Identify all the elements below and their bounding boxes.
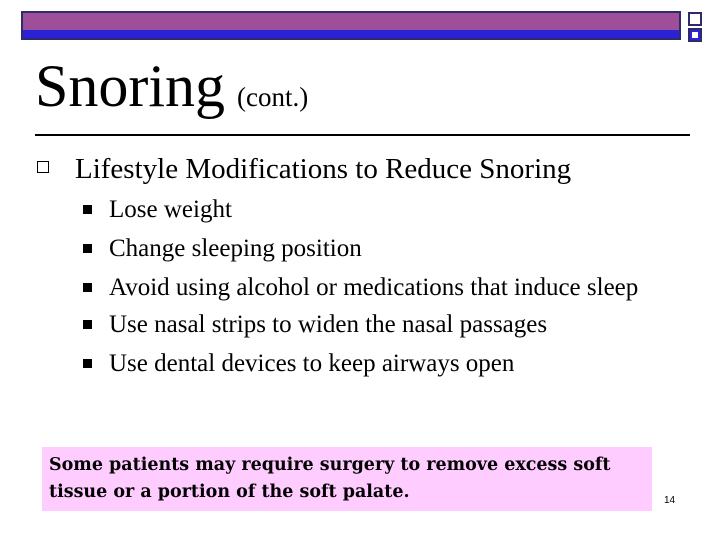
list-item [83, 311, 643, 339]
list-item [83, 235, 643, 263]
list-item-text: Avoid using alcohol or medications that induce sleep [109, 274, 639, 301]
list-item [83, 196, 643, 224]
list-item-text: Lose weight [109, 196, 232, 223]
list-item [83, 350, 643, 378]
list-item-text: Change sleeping position [109, 235, 362, 262]
corner-square-decoration-filled [688, 28, 702, 42]
slide-number: 14 [664, 495, 676, 506]
slide-title [35, 53, 309, 119]
filled-square-bullet-icon [83, 205, 92, 214]
filled-square-bullet-icon [83, 359, 92, 368]
title-divider [35, 134, 690, 136]
header-bar-purple [23, 13, 679, 30]
note-callout: Some patients may require surgery to remove excess soft tissue or a portion of the soft palate. [42, 447, 652, 511]
list-item [83, 274, 643, 302]
filled-square-bullet-icon [83, 283, 92, 292]
corner-square-decoration [688, 12, 702, 26]
title-suffix-text: (cont.) [237, 82, 309, 112]
list-item-text: Use dental devices to keep airways open [109, 350, 515, 377]
main-bullet-text: Lifestyle Modifications to Reduce Snoring [75, 153, 572, 185]
sub-bullet-list [83, 196, 643, 389]
header-bar-blue [23, 30, 679, 38]
hollow-square-bullet-icon [37, 161, 49, 173]
title-main-text: Snoring [35, 53, 226, 119]
filled-square-bullet-icon [83, 244, 92, 253]
list-item-text: Use nasal strips to widen the nasal passages [109, 311, 548, 338]
filled-square-bullet-icon [83, 320, 92, 329]
